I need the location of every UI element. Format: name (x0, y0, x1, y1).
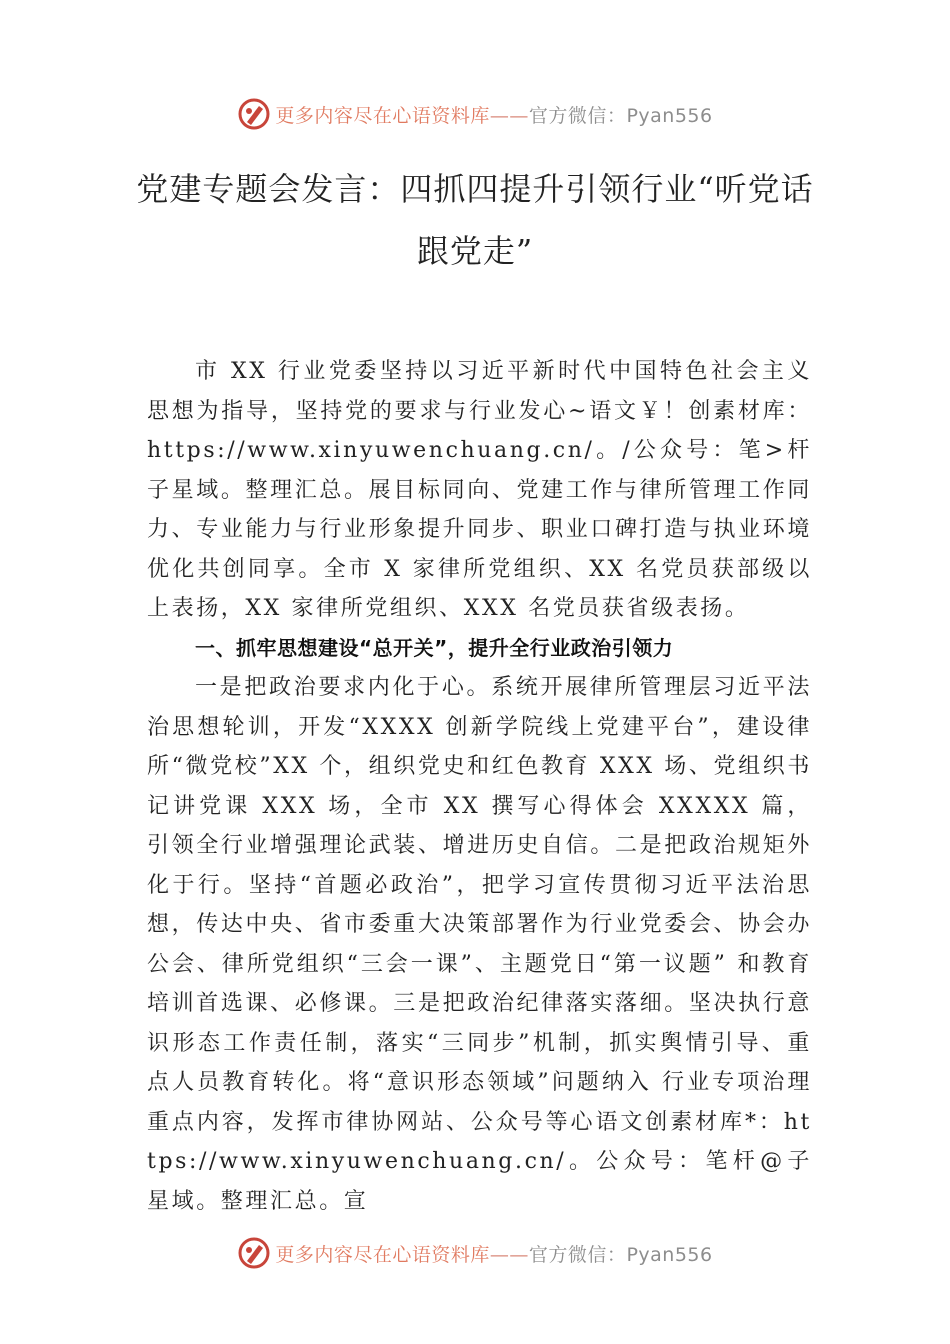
section-paragraph: 一是把政治要求内化于心。系统开展律所管理层习近平法治思想轮训，开发“XXXX 创新学院线上党建平台”，建设律所“微党校”XX 个，组织党史和红色教育 XXX 场、党组织书记讲党课 XXX 场，全市 XX 撰写心得体会 XXXXX 篇， 引领全行业增强理论武装、增进历史自信。二是把政治规矩外化于行。坚持“首题必政治”，把学习宣传贯彻习近平法治思想，传达中央、省市委重大决策部署作为行业党委会、协会办公会、律所党组织“三会一课”、主题党日“第一议题” 和教育培训首选课、必修课。三是把政治纪律落实落细。坚决执行意识形态工作责任制，落实“三同步”机制，抓实舆情引导、重点人员教育转化。将“意识形态领域”问题纳入 行业专项治理重点内容，发挥市律协网站、公众号等心语文创素材库*：https://www.xinyuwenchuang.cn/。公众号：笔杆@子星域。整理汇总。宣 (147, 675, 812, 1214)
banner-main-text: 更多内容尽在心语资料库 (275, 1243, 490, 1266)
document-body (147, 352, 812, 1221)
banner-wechat-id: Pyan556 (626, 1243, 713, 1266)
pen-logo-icon (237, 97, 271, 131)
banner-text (275, 101, 712, 128)
section-heading: 一、抓牢思想建设“总开关”，提升全行业政治引领力 (195, 635, 674, 660)
intro-paragraph: 市 XX 行业党委坚持以习近平新时代中国特色社会主义思想为指导，坚持党的要求与行业发心~语文￥！创素材库：https://www.xinyuwenchuang.cn/。/公众号：笔>杆子星域。整理汇总。展目标同向、党建工作与律所管理工作同力、专业能力与行业形象提升同步、职业口碑打造与执业环境优化共创同享。全市 X 家律所党组织、XX 名党员获部级以上表扬，XX 家律所党组织、XXX 名党员获省级表扬。 (147, 359, 812, 621)
banner-separator: —— (489, 1243, 529, 1266)
banner-main-text: 更多内容尽在心语资料库 (275, 104, 490, 127)
document-title: 党建专题会发言：四抓四提升引领行业“听党话跟党走” (136, 170, 814, 270)
banner-text (275, 1240, 712, 1267)
banner-wechat-label: 官方微信： (528, 1243, 627, 1266)
header-banner (0, 94, 950, 134)
footer-banner (0, 1233, 950, 1273)
banner-separator: —— (489, 104, 529, 127)
banner-wechat-id: Pyan556 (626, 104, 713, 127)
pen-logo-icon (237, 1236, 271, 1270)
banner-wechat-label: 官方微信： (528, 104, 627, 127)
